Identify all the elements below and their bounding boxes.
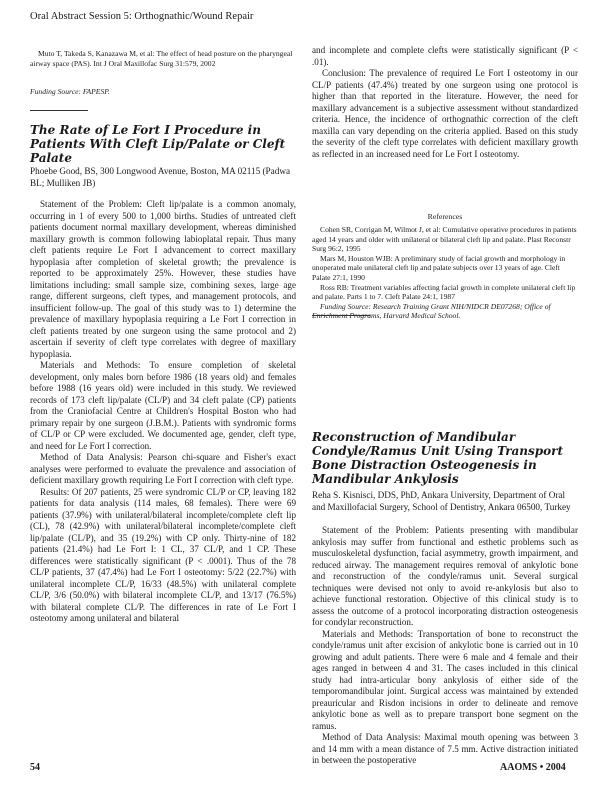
method-of-data-analysis: Method of Data Analysis: Maximal mouth opening was between 3 and 14 mm with a mean distance of 7.5 mm. Active distraction initiated in between the postoperative (312, 732, 578, 765)
reference-item: Mars M, Houston WJB: A preliminary study of facial growth and morphology in unoperated male unilateral cleft lip and palate subjects over 13 years of age. Cleft Palate 27:1, 1990 (312, 253, 566, 282)
references-heading: References (427, 212, 463, 221)
results: Results: Of 207 patients, 25 were syndromic CL/P or CP, leaving 182 patients for data analysis (114 males, 68 females). There were 69 patients (37.9%) with unilateral/bilateral incomplete/complete cleft lip (CL), 78 (42.9%) with unilateral/bilateral incomplete/complete cleft lip/palate (CL/P), and 35 (19.2%) with CP only. Thirty-nine of 182 patients (21.4%) had Le Fort I: 1 CL, 37 CL/P, and 1 CP. These differences were statistically significant (P < .0001). Thus of the 78 CL/P patients, 37 (47.4%) had Le Fort I osteotomy: 5/22 (22.7%) with unilateral incomplete CL/P, 16/33 (48.5%) with unilateral complete CL/P, 3/6 (50.0%) with bilateral incomplete CL/P, and 13/17 (76.5%) with bilateral complete CL/P. The differences in rate of Le Fort I osteotomy among unilateral and bilateral (30, 486, 296, 623)
previous-reference: Muto T, Takeda S, Kanazawa M, et al: The effect of head posture on the pharyngeal airway space (PAS). Int J Oral Maxillofac Surg 31:579, 2002 (30, 49, 293, 68)
section-divider (30, 110, 88, 111)
references-list (312, 225, 578, 321)
abstract-authors: Reha S. Kisnisci, DDS, PhD, Ankara University, Department of Oral and Maxillofacial Surgery, School of Dentistry, Ankara 06500, Turkey (312, 490, 571, 512)
materials-and-methods: Materials and Methods: Transportation of bone to reconstruct the condyle/ramus unit after excision of ankylotic bone is carried out in 10 growing and adult patients. There were 6 male and 4 female and their ages ranged in between 4 and 31. The cases included in this clinical study had intra-articular bony ankylosis of either side of the temporomandibular joint. Surgical access was maintained by extended preauricular and Risdon incisions in order to delineate and remove ankylotic bone as well as to prepare transport bone segment on the ramus. (312, 628, 578, 731)
abstract-continuation (312, 45, 578, 160)
materials-and-methods: Materials and Methods: To ensure completion of skeletal development, only males born before 1986 (18 years old) and females before 1988 (16 years old) were included in this study. We reviewed records of 173 cleft lip/palate (CL/P) and 34 cleft palate (CP) patients from the Craniofacial Centre at Children's Hospital Boston who had primary repair by one surgeon (J.B.M.). Patients with syndromic forms of CL/P or CP were excluded. We documented age, gender, cleft type, and need for Le Fort I correction. (30, 360, 296, 451)
conclusion: Conclusion: The prevalence of required Le Fort I osteotomy in our CL/P patients (47.4%) treated by one surgeon using one protocol is higher than that reported in the literature. However, the need for maxillary advancement is a subjective assessment without standardized criteria. Hence, the incidence of orthognathic correction of the cleft maxilla can vary depending on the criteria applied. Based on this study the severity of the cleft type correlates with deficient maxillary growth as reflected in an increased need for Le Fort I osteotomy. (312, 68, 578, 159)
previous-funding-source: Funding Source: FAPESP. (30, 87, 110, 96)
page-number: 54 (30, 762, 40, 773)
funding-source: Funding Source: Research Training Grant NIH/NIDCR DE07268; Office of Enrichment Programs, Harvard Medical School. (312, 301, 551, 321)
abstract-title: The Rate of Le Fort I Procedure in Patients With Cleft Lip/Palate or Cleft Palate (30, 123, 286, 165)
section-divider (312, 315, 370, 316)
running-head: Oral Abstract Session 5: Orthognathic/Wound Repair (30, 11, 254, 22)
reference-item: Cohen SR, Corrigan M, Wilmot J, et al: Cumulative operative procedures in patients aged 14 years and older with unilateral or bilateral cleft lip and palate. Plast Reconstr Surg 96:2, 1995 (312, 225, 577, 254)
journal-footer: AAOMS • 2004 (500, 762, 566, 773)
abstract-body (312, 525, 578, 767)
statement-of-problem: Statement of the Problem: Cleft lip/palate is a common anomaly, occurring in 1 of every 500 to 1,000 births. Studies of untreated cleft patients document normal maxillary development, whereas diminished maxillary growth is common following labioplatal repair. Thus many cleft patients require Le Fort I advancement to correct maxillary hypoplasia after completion of skeletal growth; the prevalence is reported to be approximately 25%. However, these studies have limitations including: small sample size, combining sexes, large age range, different surgeons, cleft types, and management protocols, and insufficient follow-up. The goal of this study was to 1) determine the prevalence of maxillary hypoplasia requiring a Le Fort I correction in cleft patients treated by one surgeon using the same protocol and 2) ascertain if severity of cleft type correlates with degree of maxillary hypoplasia. (30, 199, 296, 359)
reference-item: Ross RB: Treatment variables affecting facial growth in complete unilateral cleft lip and palate. Parts 1 to 7. Cleft Palate 24:1, 1987 (312, 282, 576, 302)
abstract-title: Reconstruction of Mandibular Condyle/Ramus Unit Using Transport Bone Distraction Osteogenesis in Mandibular Ankylosis (312, 430, 564, 486)
method-of-data-analysis: Method of Data Analysis: Pearson chi-square and Fisher's exact analyses were performed to evaluate the prevalence and association of deficient maxillary growth requiring Le Fort I correction with cleft type. (30, 452, 296, 485)
abstract-body (30, 199, 296, 625)
results-continuation: and incomplete and complete clefts were statistically significant (P < .01). (312, 45, 578, 67)
abstract-authors: Phoebe Good, BS, 300 Longwood Avenue, Boston, MA 02115 (Padwa BL; Mulliken JB) (30, 166, 291, 188)
statement-of-problem: Statement of the Problem: Patients presenting with mandibular ankylosis may suffer from functional and esthetic problems such as musculoskeletal dysfunction, facial asymmetry, growth impairment, and reduced airway. The management requires removal of ankylotic bone and reconstruction of the condyle/ramus unit. Several surgical techniques were devised not only to avoid re-ankylosis but also to achieve functional restoration. Objective of this clinical study is to assess the outcome of a protocol incorporating distraction osteogenesis for condylar reconstruction. (312, 525, 578, 627)
